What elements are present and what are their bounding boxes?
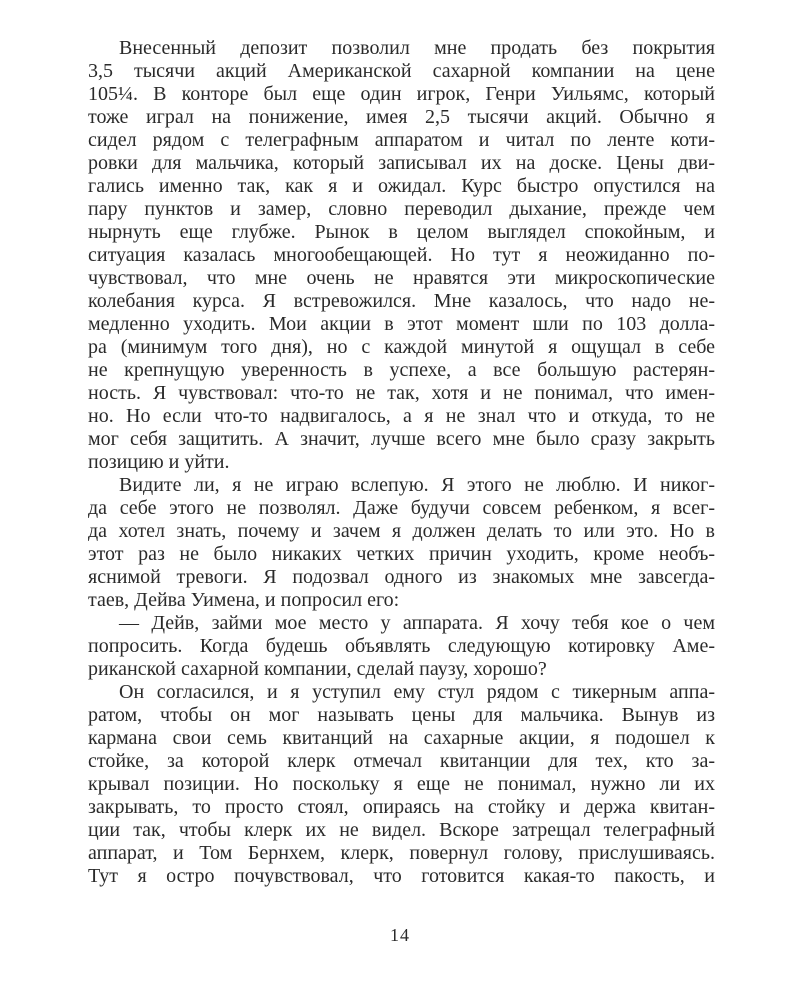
text-line: ра (минимум того дня), но с каждой минутой я ощущал в себе — [88, 336, 715, 358]
text-line: ции так, чтобы клерк их не видел. Вскоре затрещал телеграфный — [88, 819, 715, 841]
text-line: Внесенный депозит позволил мне продать без покрытия — [119, 37, 715, 59]
text-line: ситуация казалась многообещающей. Но тут я неожиданно по- — [88, 244, 715, 266]
text-line: аппарат, и Том Бернхем, клерк, повернул голову, прислушиваясь. — [88, 842, 715, 864]
text-line: ратом, чтобы он мог называть цены для мальчика. Вынув из — [88, 704, 715, 726]
text-line: таев, Дейва Уимена, и попросил его: — [88, 589, 400, 611]
text-line: чувствовал, что мне очень не нравятся эти микроскопические — [88, 267, 715, 289]
text-line: Видите ли, я не играю вслепую. Я этого не люблю. И никог- — [119, 474, 715, 496]
text-line: стойке, за которой клерк отмечал квитанции для тех, кто за- — [88, 750, 715, 772]
text-line: да хотел знать, почему и зачем я должен делать то или это. Но в — [88, 520, 715, 542]
text-line: мог себя защитить. А значит, лучше всего мне было сразу закрыть — [88, 428, 715, 450]
text-line: 3,5 тысячи акций Американской сахарной компании на цене — [88, 60, 715, 82]
text-line: но. Но если что-то надвигалось, а я не знал что и откуда, то не — [88, 405, 715, 427]
text-line: яснимой тревоги. Я подозвал одного из знакомых мне завсегда- — [88, 566, 715, 588]
text-line: да себе этого не позволял. Даже будучи совсем ребенком, я всег- — [88, 497, 715, 519]
text-line: этот раз не было никаких четких причин уходить, кроме необъ- — [88, 543, 715, 565]
text-line: ровки для мальчика, который записывал их на доске. Цены дви- — [88, 152, 715, 174]
text-line: колебания курса. Я встревожился. Мне казалось, что надо не- — [88, 290, 715, 312]
text-line: Он согласился, и я уступил ему стул рядом с тикерным аппа- — [119, 681, 715, 703]
text-line: нырнуть еще глубже. Рынок в целом выглядел спокойным, и — [88, 221, 715, 243]
text-line: ность. Я чувствовал: что-то не так, хотя и не понимал, что имен- — [88, 382, 715, 404]
text-line: медленно уходить. Мои акции в этот момент шли по 103 долла- — [88, 313, 715, 335]
text-line: — Дейв, займи мое место у аппарата. Я хочу тебя кое о чем — [119, 612, 715, 634]
text-line: кармана свои семь квитанций на сахарные акции, я подошел к — [88, 727, 715, 749]
text-line: крывал позиции. Но поскольку я еще не понимал, нужно ли их — [88, 773, 715, 795]
book-page-text — [88, 37, 715, 888]
text-line: позицию и уйти. — [88, 451, 230, 473]
text-line: не крепнущую уверенность в успехе, а все большую растерян- — [88, 359, 715, 381]
text-line: сидел рядом с телеграфным аппаратом и читал по ленте коти- — [88, 129, 715, 151]
text-line: Тут я остро почувствовал, что готовится какая-то пакость, и — [88, 865, 715, 887]
text-line: закрывать, то просто стоял, опираясь на стойку и держа квитан- — [88, 796, 715, 818]
page-number: 14 — [390, 925, 410, 945]
text-line: пару пунктов и замер, словно переводил дыхание, прежде чем — [88, 198, 715, 220]
text-line: гались именно так, как я и ожидал. Курс быстро опустился на — [88, 175, 715, 197]
text-line: риканской сахарной компании, сделай паузу, хорошо? — [88, 658, 547, 680]
text-line: тоже играл на понижение, имея 2,5 тысячи акций. Обычно я — [88, 106, 715, 128]
text-line: 105¼. В конторе был еще один игрок, Генри Уильямс, который — [88, 83, 715, 105]
text-line: попросить. Когда будешь объявлять следующую котировку Аме- — [88, 635, 715, 657]
